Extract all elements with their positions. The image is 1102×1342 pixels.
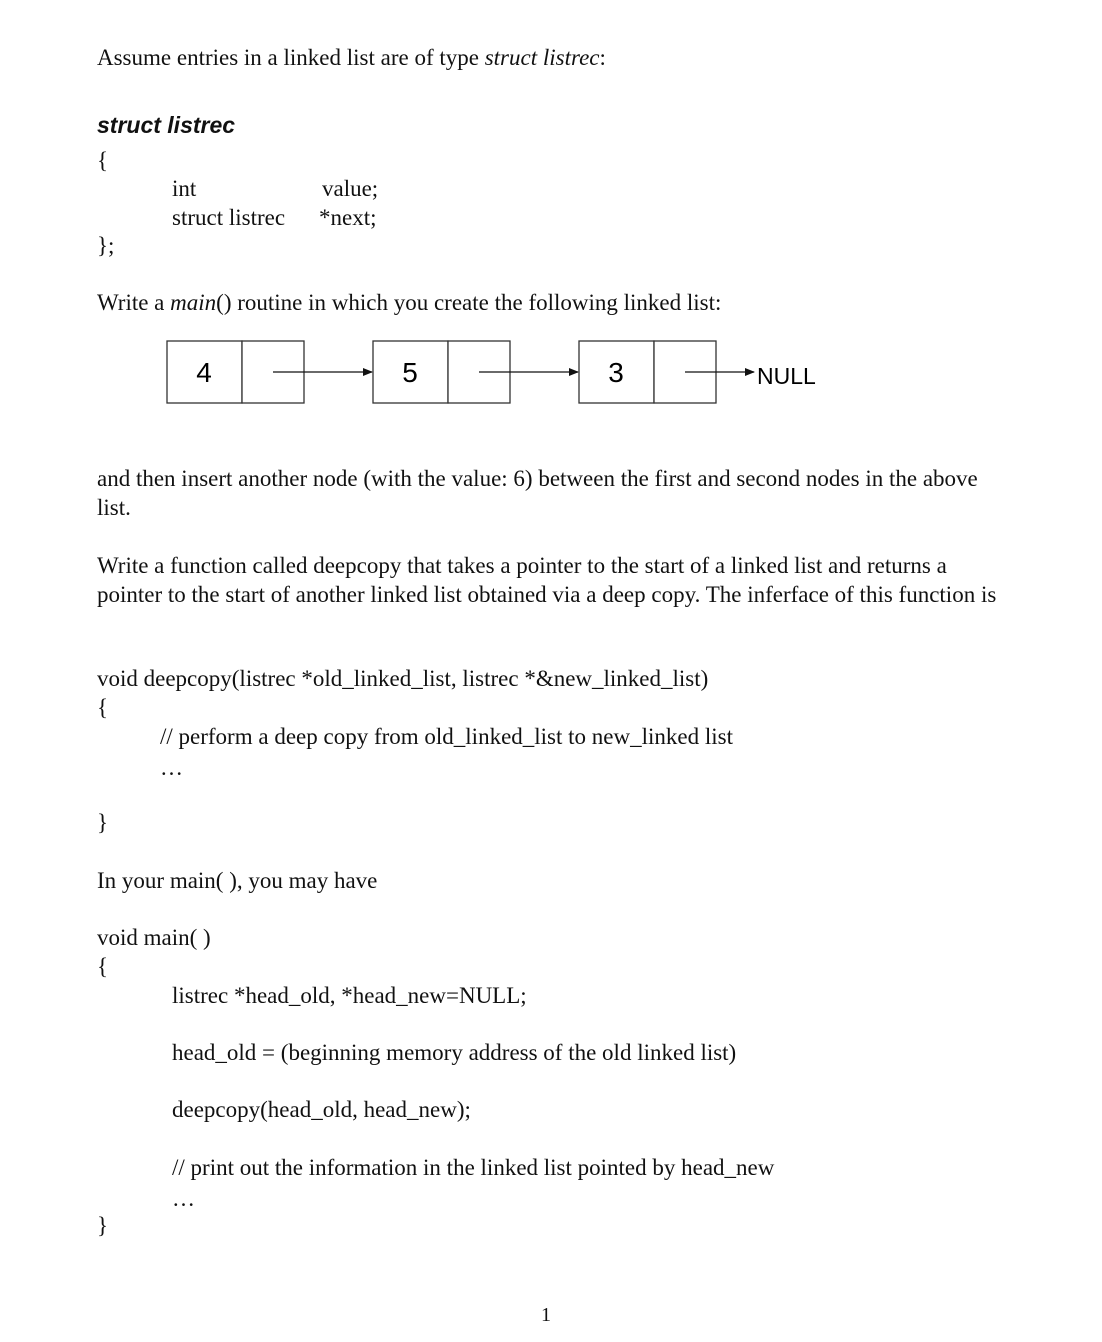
main-code-line: listrec *head_old, *head_new=NULL; bbox=[172, 983, 527, 1008]
node-value: 5 bbox=[402, 357, 418, 388]
null-label: NULL bbox=[757, 363, 816, 389]
node-value: 4 bbox=[196, 357, 212, 388]
node-value: 3 bbox=[608, 357, 624, 388]
task-main-line bbox=[97, 290, 721, 316]
main-code-line: // print out the information in the linked list pointed by head_new bbox=[172, 1155, 775, 1180]
deepcopy-open-brace: { bbox=[97, 695, 109, 720]
intro-prefix: Assume entries in a linked list are of type bbox=[97, 45, 485, 70]
deepcopy-comment: // perform a deep copy from old_linked_list to new_linked list bbox=[160, 724, 733, 749]
linked-list-diagram bbox=[0, 330, 1102, 420]
intro-type-name: struct listrec bbox=[484, 45, 600, 70]
task-main-suffix: () routine in which you create the following linked list: bbox=[216, 290, 722, 315]
deepcopy-close-brace: } bbox=[97, 810, 109, 835]
intro-line bbox=[97, 45, 606, 71]
deepcopy-ellipsis: … bbox=[160, 755, 183, 780]
struct-field-name: *next; bbox=[319, 205, 377, 230]
deepcopy-signature: void deepcopy(listrec *old_linked_list, listrec *&new_linked_list) bbox=[97, 666, 709, 691]
page-number: 1 bbox=[541, 1304, 551, 1326]
main-intro: In your main( ), you may have bbox=[97, 868, 378, 893]
deepcopy-paragraph: Write a function called deepcopy that takes a pointer to the start of a linked list and returns a pointer to the start of another linked list obtained via a deep copy. The inferface of this function is bbox=[97, 553, 997, 607]
struct-close: }; bbox=[97, 233, 115, 258]
main-code-line: deepcopy(head_old, head_new); bbox=[172, 1097, 471, 1122]
intro-suffix: : bbox=[599, 45, 606, 70]
main-ellipsis: … bbox=[172, 1186, 195, 1211]
struct-open-brace: { bbox=[97, 148, 109, 173]
main-code-line: head_old = (beginning memory address of the old linked list) bbox=[172, 1040, 737, 1065]
main-signature: void main( ) bbox=[97, 925, 211, 950]
task-main-prefix: Write a bbox=[97, 290, 171, 315]
struct-field-type: struct listrec bbox=[172, 205, 286, 230]
struct-field-name: value; bbox=[322, 176, 379, 201]
struct-field-type: int bbox=[172, 176, 197, 201]
task-main-fn: main bbox=[170, 290, 217, 315]
main-close-brace: } bbox=[97, 1213, 109, 1238]
struct-title: struct listrec bbox=[97, 112, 236, 138]
insert-paragraph: and then insert another node (with the value: 6) between the first and second nodes in the above list. bbox=[97, 466, 978, 520]
main-open-brace: { bbox=[97, 954, 109, 979]
